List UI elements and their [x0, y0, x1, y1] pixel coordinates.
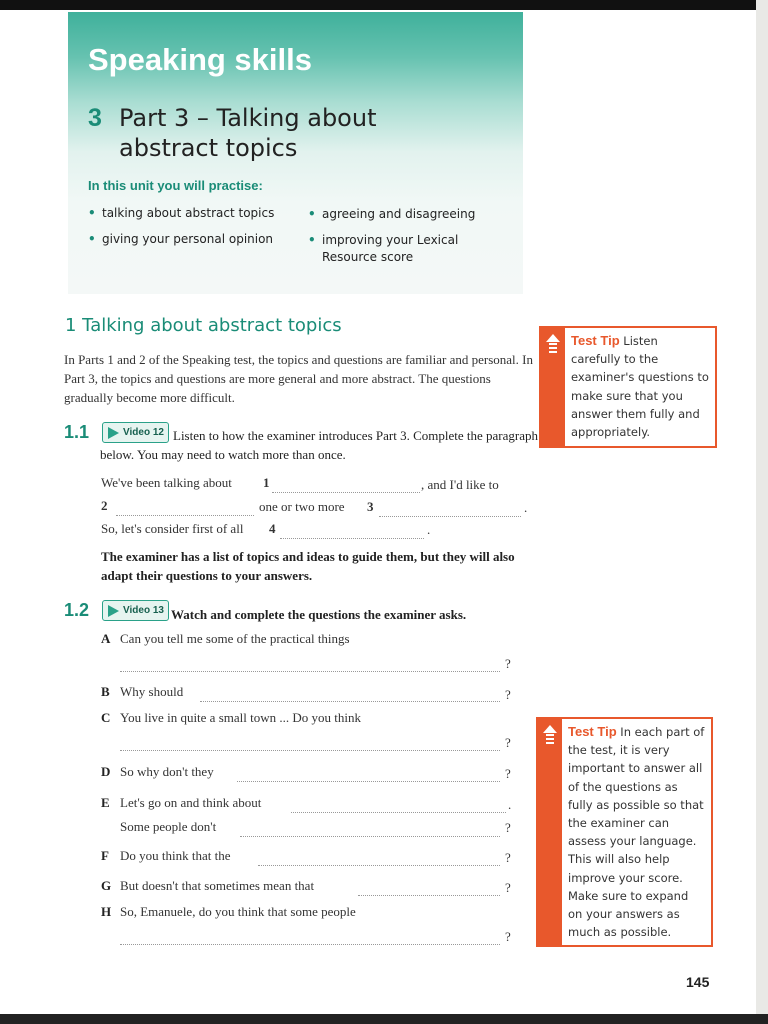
answer-blank[interactable]: [291, 811, 506, 813]
question-mark: ?: [505, 656, 511, 671]
practise-list-1: [86, 205, 301, 257]
question-text: Let's go on and think about: [120, 795, 262, 810]
top-scan-border: [0, 0, 768, 10]
video-13-button[interactable]: [102, 600, 169, 621]
answer-blank[interactable]: [358, 894, 500, 896]
gap-blank[interactable]: [116, 514, 254, 516]
gap-number: 3: [367, 499, 374, 514]
question-text: Why should: [120, 684, 184, 699]
play-icon: [108, 605, 119, 617]
practise-list-2: [306, 206, 516, 275]
gap-blank[interactable]: [379, 515, 521, 517]
gap-number: 1: [263, 475, 270, 490]
tip-text: Listen carefully to the examiner's questions to make sure that you answer them fully and appropriately.: [571, 334, 709, 440]
question-letter: H: [101, 904, 112, 919]
test-tip-box: [536, 717, 713, 947]
question-mark: ?: [505, 820, 511, 835]
test-tip-box: [539, 326, 717, 448]
gap-line-1-end: , and I'd like to: [421, 477, 499, 492]
part-title: Part 3 – Talking about abstract topics: [119, 104, 377, 162]
question-mark: ?: [505, 766, 511, 781]
tip-stripe: [538, 719, 562, 945]
tip-marker-icon: [546, 734, 554, 746]
unit-title: Speaking skills: [88, 42, 312, 77]
tip-text: In each part of the test, it is very important to answer all of the questions as fully as possible so that the examiner can assess your language. This will also help improve your score. Make sure to expand on your answers as much as possible.: [568, 725, 705, 940]
gap-line-3-text: So, let's consider first of all: [101, 521, 244, 536]
practise-item: • agreeing and disagreeing: [306, 206, 516, 223]
question-text: Can you tell me some of the practical things: [120, 631, 350, 646]
practise-label: In this unit you will practise:: [88, 178, 263, 193]
question-letter: D: [101, 764, 111, 779]
page-edge: [756, 0, 768, 1024]
up-arrow-icon: [543, 725, 557, 733]
unit-header: [68, 12, 523, 294]
question-text: So, Emanuele, do you think that some people: [120, 904, 356, 919]
gap-line-3-end: .: [427, 522, 431, 537]
exercise-number: 1.2: [64, 600, 90, 620]
gap-blank[interactable]: [280, 537, 424, 539]
gap-number: 4: [269, 521, 276, 536]
answer-blank[interactable]: [200, 700, 500, 702]
tip-label: Test Tip: [568, 724, 617, 739]
video-label: Video 13: [123, 605, 164, 616]
question-mark: ?: [505, 850, 511, 865]
practise-item: • giving your personal opinion: [86, 231, 301, 248]
question-letter: G: [101, 878, 112, 893]
section-heading: 1 Talking about abstract topics: [65, 315, 342, 336]
tip-content: [571, 332, 709, 441]
gap-blank[interactable]: [272, 491, 420, 493]
sentence-end: .: [508, 797, 512, 812]
gap-line-1-text: We've been talking about: [101, 475, 232, 490]
question-mark: ?: [505, 735, 511, 750]
question-text: But doesn't that sometimes mean that: [120, 878, 315, 893]
answer-blank[interactable]: [120, 943, 500, 945]
question-text: Some people don't: [120, 819, 217, 834]
tip-stripe: [541, 328, 565, 446]
up-arrow-icon: [546, 334, 560, 342]
tip-content: [568, 723, 705, 941]
tip-marker-icon: [549, 343, 557, 355]
gap-line-2-text: one or two more: [259, 499, 345, 514]
part-number: 3: [88, 104, 102, 132]
section-intro: In Parts 1 and 2 of the Speaking test, the topics and questions are familiar and personal. In Part 3, the topics and questions are more general and more abstract. The questions gradually become more difficult.: [64, 352, 533, 405]
exercise-instruction: Listen to how the examiner introduces Part 3. Complete the paragraph below. You may need to watch more than once.: [100, 428, 538, 462]
answer-blank[interactable]: [120, 749, 500, 751]
tip-label: Test Tip: [571, 333, 620, 348]
question-text: So why don't they: [120, 764, 214, 779]
question-letter: A: [101, 631, 111, 646]
question-text: You live in quite a small town ... Do you think: [120, 710, 361, 725]
question-mark: ?: [505, 687, 511, 702]
question-mark: ?: [505, 880, 511, 895]
question-text: Do you think that the: [120, 848, 231, 863]
gap-number: 2: [101, 498, 108, 513]
gap-line-2-end: .: [524, 500, 528, 515]
page-number: 145: [686, 974, 710, 990]
question-letter: C: [101, 710, 111, 725]
practise-item: • improving your Lexical Resource score: [306, 232, 516, 266]
question-mark: ?: [505, 929, 511, 944]
question-letter: F: [101, 848, 109, 863]
answer-blank[interactable]: [240, 835, 500, 837]
answer-blank[interactable]: [120, 670, 500, 672]
answer-blank[interactable]: [237, 780, 500, 782]
exercise-note: The examiner has a list of topics and ideas to guide them, but they will also adapt their questions to your answers.: [101, 549, 515, 583]
question-letter: E: [101, 795, 110, 810]
practise-item: • talking about abstract topics: [86, 205, 301, 222]
answer-blank[interactable]: [258, 864, 500, 866]
video-label: Video 12: [123, 427, 164, 438]
exercise-number: 1.1: [64, 422, 90, 442]
bottom-scan-border: [0, 1014, 768, 1024]
exercise-instruction: Watch and complete the questions the examiner asks.: [171, 607, 467, 622]
question-letter: B: [101, 684, 110, 699]
